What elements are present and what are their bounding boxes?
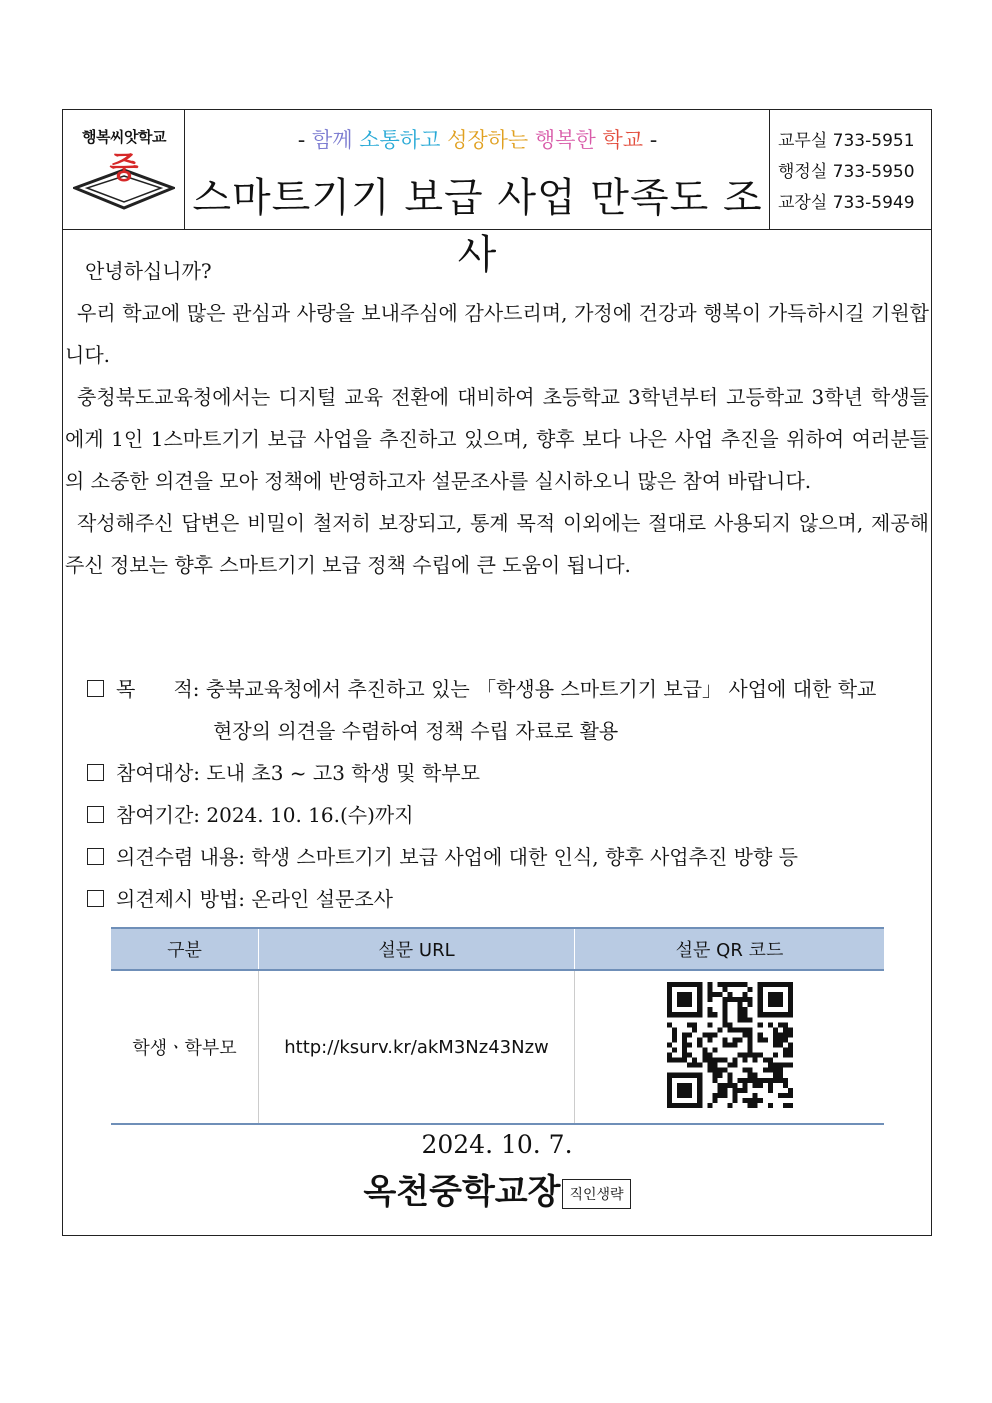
qr-module bbox=[782, 1047, 787, 1052]
qr-module bbox=[727, 1082, 732, 1087]
qr-module bbox=[727, 1042, 732, 1047]
qr-module bbox=[667, 1022, 672, 1027]
qr-module bbox=[682, 1042, 687, 1047]
qr-module bbox=[762, 1037, 767, 1042]
qr-module bbox=[707, 992, 712, 997]
qr-module bbox=[787, 1102, 792, 1107]
qr-module bbox=[717, 992, 722, 997]
qr-module bbox=[712, 1032, 717, 1037]
qr-module bbox=[707, 1037, 712, 1042]
qr-module bbox=[767, 1067, 772, 1072]
qr-module bbox=[732, 1037, 737, 1042]
qr-module bbox=[747, 1002, 752, 1007]
qr-module bbox=[697, 1072, 702, 1107]
qr-module bbox=[767, 992, 782, 1007]
qr-module bbox=[677, 1082, 692, 1097]
qr-module bbox=[777, 1032, 782, 1037]
qr-module bbox=[747, 1017, 752, 1022]
qr-module bbox=[717, 1072, 722, 1077]
qr-module bbox=[762, 1067, 767, 1072]
qr-module bbox=[707, 1007, 712, 1012]
qr-module bbox=[712, 1062, 717, 1067]
qr-module bbox=[707, 1022, 712, 1027]
qr-module bbox=[772, 1062, 777, 1067]
letter-body bbox=[63, 250, 931, 586]
qr-module bbox=[737, 1027, 742, 1032]
qr-module bbox=[757, 1097, 762, 1102]
qr-module bbox=[712, 1047, 717, 1052]
qr-module bbox=[752, 1097, 757, 1102]
qr-module bbox=[747, 1102, 752, 1107]
qr-module bbox=[782, 1052, 787, 1057]
qr-module bbox=[782, 1082, 787, 1087]
qr-module bbox=[722, 987, 727, 992]
qr-module bbox=[707, 1102, 712, 1107]
qr-module bbox=[717, 1027, 722, 1032]
qr-module bbox=[722, 1037, 727, 1042]
qr-module bbox=[787, 1042, 792, 1047]
qr-module bbox=[747, 1067, 752, 1072]
qr-module bbox=[782, 1022, 787, 1027]
qr-module bbox=[772, 1067, 777, 1072]
checkbox-icon bbox=[87, 764, 104, 781]
group-cell: 학생ㆍ학부모 bbox=[111, 970, 259, 1124]
qr-module bbox=[727, 1062, 732, 1067]
qr-module bbox=[747, 1072, 752, 1077]
checkbox-icon bbox=[87, 806, 104, 823]
qr-module bbox=[722, 982, 727, 987]
item-text: 의견수렴 내용: 학생 스마트기기 보급 사업에 대한 인식, 향후 사업추진 방향 등 bbox=[116, 845, 798, 869]
table-header-row bbox=[111, 928, 884, 970]
qr-module bbox=[782, 1032, 787, 1037]
survey-details bbox=[87, 668, 907, 920]
title-cell bbox=[185, 110, 770, 278]
qr-module bbox=[702, 1052, 707, 1057]
list-item bbox=[87, 878, 907, 920]
qr-module bbox=[742, 1097, 747, 1102]
qr-module bbox=[697, 982, 702, 1017]
qr-module bbox=[727, 1072, 732, 1077]
qr-module bbox=[692, 1057, 697, 1062]
qr-module bbox=[737, 1017, 742, 1022]
qr-module bbox=[732, 1042, 737, 1047]
qr-module bbox=[717, 982, 722, 987]
qr-module bbox=[757, 1052, 762, 1057]
qr-module bbox=[767, 1082, 772, 1087]
qr-module bbox=[697, 1062, 702, 1067]
checkbox-icon bbox=[87, 890, 104, 907]
qr-module bbox=[762, 1057, 767, 1062]
qr-module bbox=[772, 1052, 777, 1057]
qr-module bbox=[722, 997, 727, 1002]
qr-module bbox=[722, 1087, 727, 1092]
qr-module bbox=[737, 1002, 742, 1007]
survey-table bbox=[111, 927, 884, 1125]
qr-module bbox=[712, 1067, 717, 1072]
qr-module bbox=[732, 1057, 737, 1062]
school-logo-icon bbox=[73, 148, 175, 212]
qr-module bbox=[707, 1062, 712, 1067]
qr-module bbox=[677, 992, 692, 1007]
qr-module bbox=[737, 1052, 742, 1057]
qr-module bbox=[757, 1077, 762, 1082]
qr-module bbox=[782, 1092, 787, 1097]
qr-module bbox=[727, 1027, 732, 1032]
qr-module bbox=[732, 1087, 737, 1092]
qr-module bbox=[722, 1002, 727, 1007]
qr-module bbox=[742, 1087, 747, 1092]
qr-module bbox=[787, 1032, 792, 1037]
qr-module bbox=[722, 1012, 727, 1017]
qr-module bbox=[787, 1062, 792, 1067]
qr-module bbox=[707, 1067, 712, 1072]
qr-module bbox=[667, 982, 702, 987]
qr-module bbox=[732, 1092, 737, 1097]
qr-module bbox=[722, 1067, 727, 1072]
qr-module bbox=[687, 1062, 692, 1067]
qr-module bbox=[712, 1097, 717, 1102]
qr-module bbox=[772, 1032, 777, 1037]
qr-module bbox=[747, 1052, 752, 1057]
qr-module bbox=[757, 1037, 762, 1042]
qr-module bbox=[692, 1022, 697, 1027]
qr-module bbox=[682, 1037, 687, 1042]
qr-module bbox=[747, 1097, 752, 1102]
qr-module bbox=[722, 1007, 727, 1012]
document-frame bbox=[62, 109, 932, 1236]
qr-module bbox=[707, 1057, 712, 1062]
header-cell-url: 설문 URL bbox=[259, 928, 575, 970]
qr-module bbox=[737, 1007, 742, 1012]
qr-module bbox=[742, 1067, 747, 1072]
document-title: 스마트기기 보급 사업 만족도 조사 bbox=[192, 175, 763, 278]
qr-module bbox=[742, 1052, 747, 1057]
qr-module bbox=[672, 1032, 677, 1037]
qr-module bbox=[682, 1032, 687, 1037]
qr-module bbox=[767, 1102, 772, 1107]
qr-module bbox=[692, 1027, 697, 1032]
qr-module bbox=[772, 1027, 777, 1032]
qr-module bbox=[712, 992, 717, 997]
motto-part: 소통하고 bbox=[359, 128, 448, 152]
qr-module bbox=[732, 997, 737, 1002]
paragraph: 충청북도교육청에서는 디지털 교육 전환에 대비하여 초등학교 3학년부터 고등학교 3학년 학생들에게 1인 1스마트기기 보급 사업을 추진하고 있으며, 향후 보다 나은 사업 추진을 위하여 여러분들의 소중한 의견을 모아 정책에 반영하고자 설문조사를 실시하오니 많은 참여 바랍니다. bbox=[65, 385, 929, 493]
qr-module bbox=[747, 1032, 752, 1037]
qr-module bbox=[687, 1052, 692, 1057]
qr-module bbox=[742, 1077, 747, 1082]
qr-module bbox=[772, 1037, 777, 1042]
qr-module bbox=[782, 1077, 787, 1082]
header-cell-group: 구분 bbox=[111, 928, 259, 970]
qr-module bbox=[722, 1082, 727, 1087]
qr-module bbox=[707, 1012, 712, 1017]
qr-module bbox=[757, 1032, 762, 1037]
qr-module bbox=[722, 1092, 727, 1097]
qr-module bbox=[687, 1032, 692, 1037]
qr-module bbox=[727, 997, 732, 1002]
qr-module bbox=[722, 1057, 727, 1062]
qr-module bbox=[747, 1047, 752, 1052]
qr-module bbox=[712, 1072, 717, 1077]
qr-module bbox=[787, 1047, 792, 1052]
qr-module bbox=[687, 1042, 692, 1047]
qr-module bbox=[737, 1037, 742, 1042]
qr-module bbox=[667, 1102, 702, 1107]
qr-module bbox=[742, 1007, 747, 1012]
logo-char: 중 bbox=[109, 151, 139, 186]
qr-module bbox=[712, 1057, 717, 1062]
qr-module bbox=[772, 1072, 777, 1077]
qr-module bbox=[777, 1092, 782, 1097]
qr-module bbox=[767, 1062, 772, 1067]
motto-part: - bbox=[297, 128, 312, 152]
qr-module bbox=[667, 1072, 702, 1077]
qr-module bbox=[742, 1082, 747, 1087]
qr-module bbox=[787, 1052, 792, 1057]
paragraph: 작성해주신 답변은 비밀이 철저히 보장되고, 통계 목적 이외에는 절대로 사용되지 않으며, 제공해주신 정보는 향후 스마트기기 보급 정책 수립에 큰 도움이 됩니다. bbox=[65, 511, 929, 577]
qr-module bbox=[742, 1012, 747, 1017]
school-motto bbox=[185, 124, 770, 154]
qr-module bbox=[697, 1037, 702, 1042]
qr-module bbox=[667, 982, 672, 1017]
qr-module bbox=[732, 1097, 737, 1102]
qr-module bbox=[672, 1047, 677, 1052]
qr-module bbox=[782, 1062, 787, 1067]
qr-module bbox=[787, 1092, 792, 1097]
qr-module bbox=[752, 1082, 757, 1087]
qr-module bbox=[742, 982, 747, 987]
qr-module bbox=[762, 1077, 767, 1082]
qr-module bbox=[707, 982, 712, 987]
qr-module bbox=[742, 1017, 747, 1022]
qr-module bbox=[717, 1057, 722, 1062]
qr-module bbox=[742, 1032, 747, 1037]
qr-module bbox=[782, 1102, 787, 1107]
signer-name: 옥천중학교장 bbox=[363, 1172, 561, 1212]
qr-code-icon[interactable] bbox=[667, 982, 793, 1108]
qr-module bbox=[727, 1102, 732, 1107]
qr-module bbox=[722, 1022, 727, 1027]
logo-text: 행복씨앗학교 bbox=[82, 128, 166, 146]
list-item bbox=[87, 794, 907, 836]
seal-omitted-badge: 직인생략 bbox=[562, 1179, 630, 1209]
survey-url-link[interactable]: http://ksurv.kr/akM3Nz43Nzw bbox=[259, 970, 575, 1124]
qr-module bbox=[787, 1027, 792, 1032]
qr-module bbox=[672, 1057, 677, 1062]
item-text: 참여대상: 도내 초3 ~ 고3 학생 및 학부모 bbox=[116, 761, 480, 785]
qr-module bbox=[702, 1047, 707, 1052]
list-item-continued: 현장의 의견을 수렴하여 정책 수립 자료로 활용 bbox=[213, 719, 619, 743]
qr-module bbox=[667, 1072, 672, 1107]
item-text: 의견제시 방법: 온라인 설문조사 bbox=[116, 887, 393, 911]
qr-module bbox=[667, 1012, 702, 1017]
qr-module bbox=[677, 1057, 682, 1062]
qr-module bbox=[757, 982, 762, 1017]
qr-module bbox=[747, 1027, 752, 1032]
qr-module bbox=[737, 1077, 742, 1082]
qr-module bbox=[757, 1022, 762, 1027]
qr-module bbox=[742, 1027, 747, 1032]
contact-info bbox=[770, 110, 931, 229]
qr-module bbox=[767, 1077, 772, 1082]
qr-module bbox=[682, 1047, 687, 1052]
qr-module bbox=[667, 1042, 672, 1047]
qr-module bbox=[727, 1077, 732, 1082]
qr-module bbox=[767, 1022, 772, 1027]
qr-module bbox=[767, 1057, 772, 1062]
school-logo-cell bbox=[63, 110, 185, 229]
list-item bbox=[87, 668, 907, 710]
qr-module bbox=[772, 1077, 777, 1082]
qr-module bbox=[692, 1062, 697, 1067]
qr-module bbox=[777, 1037, 782, 1042]
qr-module bbox=[752, 1077, 757, 1082]
qr-module bbox=[782, 1027, 787, 1032]
qr-module bbox=[722, 1017, 727, 1022]
checkbox-icon bbox=[87, 680, 104, 697]
qr-module bbox=[727, 992, 732, 997]
qr-module bbox=[712, 1077, 717, 1082]
qr-module bbox=[667, 1057, 672, 1062]
contact-line: 교장실 733-5949 bbox=[778, 193, 915, 213]
qr-module bbox=[747, 997, 752, 1002]
list-item bbox=[87, 836, 907, 878]
qr-module bbox=[737, 1087, 742, 1092]
motto-part: 함께 bbox=[311, 128, 360, 152]
qr-module bbox=[682, 1052, 687, 1057]
qr-module bbox=[707, 997, 712, 1002]
qr-module bbox=[787, 982, 792, 1017]
qr-module bbox=[752, 1072, 757, 1077]
greeting: 안녕하십니까? bbox=[85, 259, 212, 283]
qr-module bbox=[737, 997, 742, 1002]
qr-module bbox=[752, 1092, 757, 1097]
qr-module bbox=[707, 1032, 712, 1037]
qr-module bbox=[757, 982, 792, 987]
qr-module bbox=[707, 1052, 712, 1057]
qr-module bbox=[702, 1032, 707, 1037]
qr-module bbox=[682, 1057, 687, 1062]
qr-module bbox=[722, 1042, 727, 1047]
qr-module bbox=[742, 997, 747, 1002]
item-text: 참여기간: 2024. 10. 16.(수)까지 bbox=[116, 803, 414, 827]
qr-module bbox=[777, 1022, 782, 1027]
header-cell-qr: 설문 QR 코드 bbox=[575, 928, 885, 970]
qr-module bbox=[727, 1022, 732, 1027]
qr-module bbox=[777, 1077, 782, 1082]
qr-module bbox=[777, 1062, 782, 1067]
qr-module bbox=[732, 1082, 737, 1087]
motto-part: - bbox=[643, 128, 658, 152]
motto-part: 성장하는 bbox=[447, 128, 535, 152]
qr-module bbox=[772, 1042, 777, 1047]
qr-module bbox=[697, 1042, 702, 1047]
qr-module bbox=[672, 1037, 677, 1042]
list-item bbox=[87, 752, 907, 794]
motto-part: 학교 bbox=[602, 128, 644, 152]
qr-module bbox=[732, 1062, 737, 1067]
qr-module bbox=[747, 1077, 752, 1082]
qr-module bbox=[687, 1022, 692, 1027]
qr-module bbox=[712, 1012, 717, 1017]
qr-module bbox=[732, 1027, 737, 1032]
contact-line: 교무실 733-5951 bbox=[778, 131, 915, 151]
qr-module bbox=[667, 1052, 672, 1057]
qr-module bbox=[672, 1027, 677, 1032]
qr-module bbox=[717, 1082, 722, 1087]
qr-module bbox=[717, 1087, 722, 1092]
contact-line: 행정실 733-5950 bbox=[778, 162, 915, 182]
qr-module bbox=[742, 992, 747, 997]
qr-module bbox=[747, 987, 752, 992]
qr-module bbox=[727, 982, 732, 987]
qr-module bbox=[777, 1072, 782, 1077]
paragraph: 우리 학교에 많은 관심과 사랑을 보내주심에 감사드리며, 가정에 건강과 행복이 가득하시길 기원합니다. bbox=[65, 301, 929, 367]
qr-module bbox=[777, 1067, 782, 1072]
qr-module bbox=[707, 987, 712, 992]
table-row bbox=[111, 970, 884, 1124]
qr-module bbox=[767, 1087, 772, 1092]
checkbox-icon bbox=[87, 848, 104, 865]
qr-module bbox=[752, 1057, 757, 1062]
item-text: 목 적: 충북교육청에서 추진하고 있는 「학생용 스마트기기 보급」 사업에 대한 학교 bbox=[116, 677, 877, 701]
qr-module bbox=[752, 1052, 757, 1057]
qr-module bbox=[747, 1042, 752, 1047]
signature-line bbox=[63, 1164, 931, 1213]
qr-module bbox=[742, 1057, 747, 1062]
qr-module bbox=[737, 1012, 742, 1017]
qr-module bbox=[747, 1037, 752, 1042]
qr-module bbox=[757, 1012, 792, 1017]
motto-part: 행복한 bbox=[534, 128, 603, 152]
qr-module bbox=[777, 1042, 782, 1047]
qr-module bbox=[737, 982, 742, 987]
qr-module bbox=[787, 1087, 792, 1092]
qr-module bbox=[752, 1102, 757, 1107]
issue-date: 2024. 10. 7. bbox=[421, 1130, 573, 1159]
qr-module bbox=[717, 1092, 722, 1097]
qr-module bbox=[712, 1092, 717, 1097]
qr-module bbox=[782, 1037, 787, 1042]
qr-module bbox=[732, 982, 737, 987]
qr-module bbox=[717, 1067, 722, 1072]
qr-cell bbox=[575, 970, 885, 1124]
qr-module bbox=[757, 1082, 762, 1087]
qr-module bbox=[702, 1057, 707, 1062]
